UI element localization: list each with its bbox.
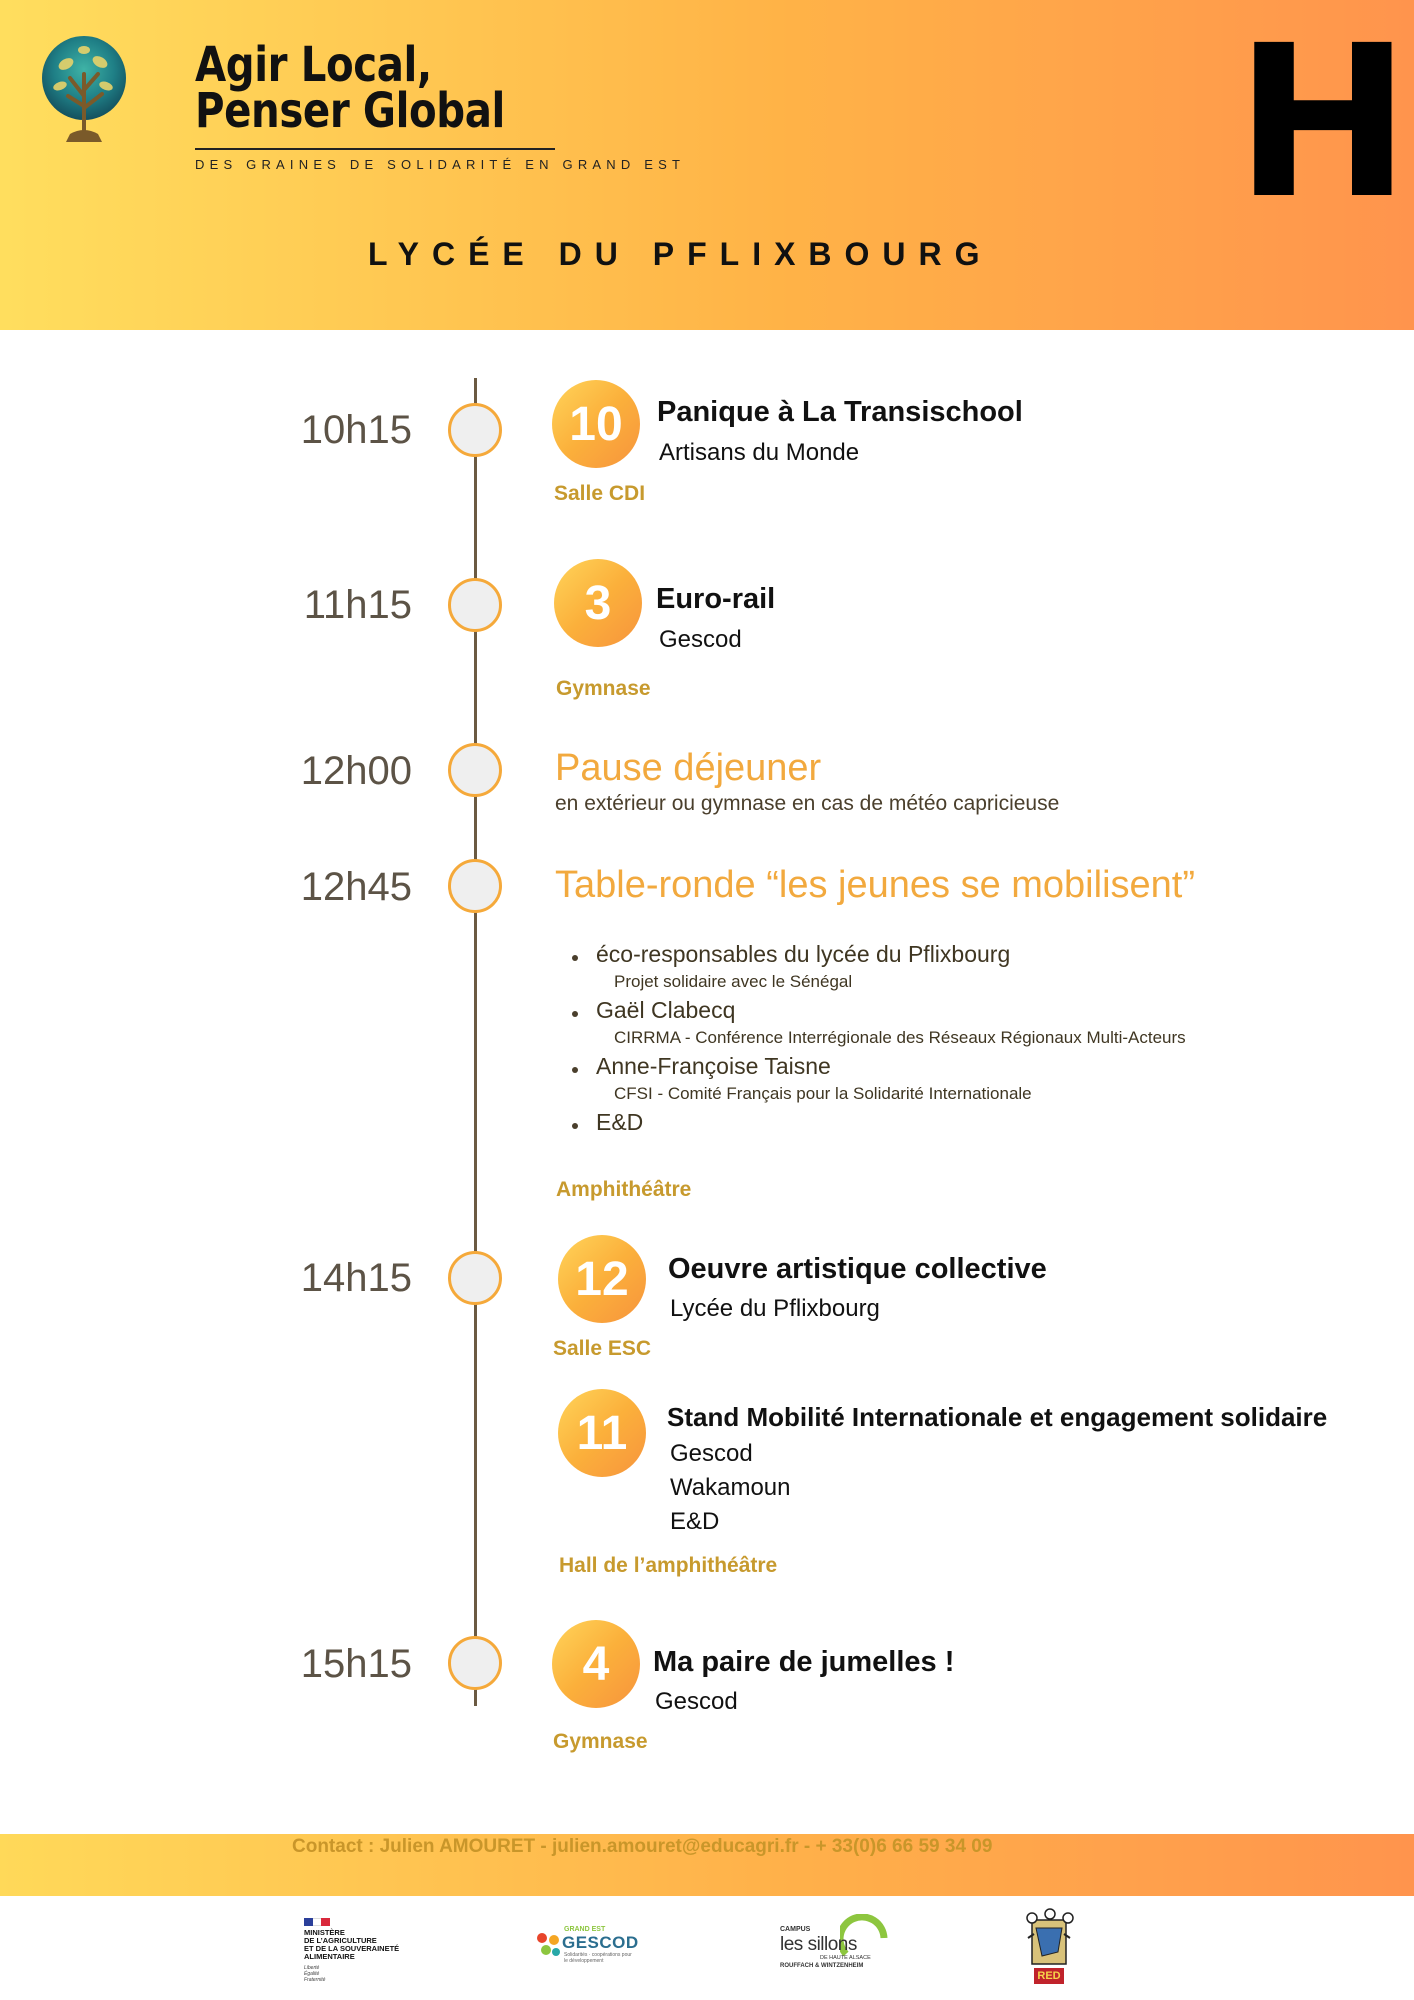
brand-tagline: DES GRAINES DE SOLIDARITÉ EN GRAND EST bbox=[195, 157, 686, 172]
workshop-number-badge: 11 bbox=[558, 1389, 646, 1477]
event-title: Ma paire de jumelles ! bbox=[653, 1646, 955, 1678]
pause-title: Pause déjeuner bbox=[555, 747, 822, 789]
tree-logo-icon bbox=[40, 34, 128, 146]
workshop-number-badge: 3 bbox=[554, 559, 642, 647]
sillons-sub: DE HAUTE ALSACE bbox=[820, 1955, 871, 1961]
bullet-icon bbox=[572, 1123, 578, 1129]
bullet-icon bbox=[572, 1067, 578, 1073]
timeline-node bbox=[448, 403, 502, 457]
roundtable-title: Table-ronde “les jeunes se mobilisent” bbox=[555, 864, 1195, 906]
event-organizer: Gescod bbox=[655, 1688, 738, 1715]
timeline-node bbox=[448, 743, 502, 797]
red-label: RED bbox=[1034, 1968, 1064, 1984]
time-label: 10h15 bbox=[300, 408, 412, 452]
timeline-node bbox=[448, 859, 502, 913]
event-room: Salle CDI bbox=[554, 482, 646, 505]
workshop-number-badge: 4 bbox=[552, 1620, 640, 1708]
event-room: Amphithéâtre bbox=[556, 1178, 692, 1201]
sillons-sub: ROUFFACH & WINTZENHEIM bbox=[780, 1963, 864, 1969]
participant-name: Anne-Françoise Taisne bbox=[596, 1053, 831, 1079]
event-organizers bbox=[670, 1437, 791, 1539]
roundtable-participants bbox=[560, 940, 1186, 1136]
sillons-logo bbox=[778, 1912, 896, 1972]
event-organizer: Artisans du Monde bbox=[659, 439, 860, 466]
event-title: Oeuvre artistique collective bbox=[668, 1253, 1047, 1285]
event-title: Stand Mobilité Internationale et engagement solidaire bbox=[667, 1402, 1328, 1432]
event-room: Gymnase bbox=[556, 677, 651, 700]
time-label: 12h00 bbox=[300, 749, 412, 793]
bullet-icon bbox=[572, 1011, 578, 1017]
workshop-number-badge: 12 bbox=[558, 1235, 646, 1323]
event-room: Salle ESC bbox=[553, 1337, 652, 1360]
gescod-name: GESCOD bbox=[562, 1933, 639, 1952]
event-title: Euro-rail bbox=[656, 583, 776, 615]
event-title: Panique à La Transischool bbox=[657, 396, 1023, 428]
participant-name: éco-responsables du lycée du Pflixbourg bbox=[596, 941, 1011, 967]
list-item bbox=[596, 1108, 1186, 1136]
school-name: LYCÉE DU PFLIXBOURG bbox=[368, 236, 993, 272]
contact-line: Contact : Julien AMOURET - julien.amouret@educagri.fr - + 33(0)6 66 59 34 09 bbox=[292, 1836, 993, 1857]
list-item bbox=[596, 996, 1186, 1052]
event-organizer: E&D bbox=[670, 1508, 720, 1535]
event-room: Gymnase bbox=[553, 1730, 648, 1753]
gescod-tagline: Solidarités · coopérations pour le développement bbox=[564, 1952, 632, 1964]
timeline-node bbox=[448, 578, 502, 632]
red-logo bbox=[1020, 1908, 1078, 1986]
event-organizer: Lycée du Pflixbourg bbox=[670, 1295, 880, 1322]
event-organizer: Gescod bbox=[659, 626, 742, 653]
event-organizer: Gescod bbox=[670, 1440, 753, 1467]
ministere-logo bbox=[304, 1918, 424, 1983]
participant-detail: CFSI - Comité Français pour la Solidarité Internationale bbox=[614, 1084, 1032, 1103]
timeline-node bbox=[448, 1251, 502, 1305]
sillons-name: les sillons bbox=[780, 1934, 857, 1955]
event-organizer: Wakamoun bbox=[670, 1474, 791, 1501]
time-label: 15h15 bbox=[300, 1642, 412, 1686]
ministere-motto: Liberté Égalité Fraternité bbox=[304, 1965, 326, 1983]
participant-name: Gaël Clabecq bbox=[596, 997, 736, 1023]
french-flag-icon bbox=[304, 1918, 330, 1926]
gescod-mark-icon bbox=[534, 1930, 562, 1958]
pause-subtitle: en extérieur ou gymnase en cas de météo capricieuse bbox=[555, 792, 1060, 815]
time-label: 14h15 bbox=[300, 1256, 412, 1300]
time-label: 12h45 bbox=[300, 865, 412, 909]
workshop-number-badge: 10 bbox=[552, 380, 640, 468]
group-letter: H bbox=[1235, 0, 1411, 245]
red-mascot-icon bbox=[1020, 1908, 1078, 1970]
participant-detail: Projet solidaire avec le Sénégal bbox=[614, 972, 853, 991]
participant-detail: CIRRMA - Conférence Interrégionale des Réseaux Régionaux Multi-Acteurs bbox=[614, 1028, 1186, 1047]
bullet-icon bbox=[572, 955, 578, 961]
gescod-logo bbox=[534, 1924, 644, 1968]
brand-divider bbox=[195, 148, 555, 150]
event-room: Hall de l’amphithéâtre bbox=[559, 1554, 778, 1577]
timeline-node bbox=[448, 1636, 502, 1690]
list-item bbox=[596, 1052, 1186, 1108]
brand-title: Agir Local, Penser Global bbox=[195, 37, 505, 139]
list-item bbox=[596, 940, 1186, 996]
gescod-region: GRAND EST bbox=[564, 1926, 606, 1933]
ministere-name: MINISTÈRE DE L’AGRICULTURE ET DE LA SOUVERAINETÉ ALIMENTAIRE bbox=[304, 1928, 400, 1961]
time-label: 11h15 bbox=[303, 583, 412, 627]
participant-name: E&D bbox=[596, 1109, 644, 1135]
sillons-campus: CAMPUS bbox=[780, 1926, 811, 1933]
